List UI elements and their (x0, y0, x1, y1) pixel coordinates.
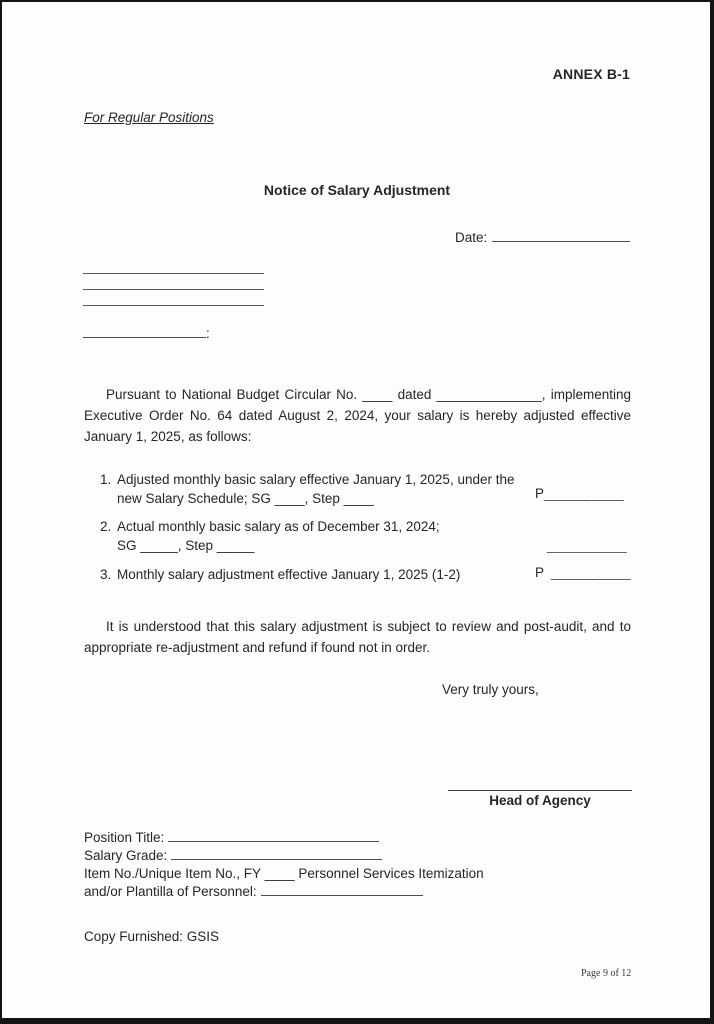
item-number: 1. (100, 472, 112, 487)
item-text (117, 470, 519, 508)
opening-paragraph: Pursuant to National Budget Circular No. ____ dated ______________, implementing Executive Order No. 64 dated August 2, 2024, your salary is hereby adjusted effective January 1, 2025, as follows: (84, 387, 631, 444)
item-line: Actual monthly basic salary as of December 31, 2024; (117, 519, 440, 534)
addressee-blank-line (83, 258, 264, 274)
item-number: 2. (100, 519, 112, 534)
amount-blank-line: __________ (547, 538, 628, 553)
field-position-title (84, 829, 484, 847)
salutation-blank-line (83, 322, 206, 338)
amount-field (547, 538, 627, 553)
form-note: For Regular Positions (84, 110, 214, 125)
scan-edge-right (710, 0, 714, 1024)
footer-fields (84, 829, 484, 901)
scan-edge-bottom (0, 1018, 714, 1024)
item-text (117, 517, 519, 555)
item-line: Adjusted monthly basic salary effective January 1, 2025, under the (117, 472, 515, 487)
amount-blank-line: __________ (544, 486, 625, 501)
annex-label: ANNEX B-1 (552, 66, 630, 82)
peso-sign: P (535, 565, 545, 580)
list-item (100, 565, 519, 584)
salary-grade-label: Salary Grade: (84, 848, 168, 863)
peso-sign: P (535, 486, 545, 501)
salary-grade-blank-line (171, 847, 382, 860)
salutation-colon: : (206, 326, 210, 341)
date-row (455, 229, 630, 245)
amount-blank-line: __________ (551, 565, 632, 580)
amount-field (535, 565, 631, 580)
copy-furnished-line: Copy Furnished: GSIS (84, 929, 220, 944)
addressee-blank-line (83, 290, 264, 306)
salutation-row (83, 322, 210, 341)
item-text (117, 565, 519, 584)
plantilla-label: and/or Plantilla of Personnel: (84, 884, 257, 899)
item-line: new Salary Schedule; SG ____, Step ____ (117, 491, 374, 506)
date-blank-line (492, 229, 630, 242)
item-line: Monthly salary adjustment effective January 1, 2025 (1-2) (117, 567, 461, 582)
item-line: SG _____, Step _____ (117, 538, 255, 553)
list-item (100, 470, 519, 508)
closing-line: Very truly yours, (442, 682, 539, 697)
field-plantilla (84, 883, 484, 901)
page-title: Notice of Salary Adjustment (263, 182, 451, 198)
signature-block (448, 770, 632, 808)
scan-edge-left (0, 0, 2, 1024)
position-title-label: Position Title: (84, 830, 165, 845)
position-title-blank-line (168, 829, 379, 842)
addressee-block (83, 258, 264, 306)
page-number: Page 9 of 12 (581, 968, 632, 979)
field-salary-grade (84, 847, 484, 865)
item-number: 3. (100, 567, 112, 582)
field-item-no: Item No./Unique Item No., FY ____ Personnel Services Itemization (84, 866, 484, 881)
scan-edge-top (0, 0, 714, 2)
date-label: Date: (455, 230, 488, 245)
amount-field (535, 486, 624, 501)
signature-title: Head of Agency (489, 793, 591, 808)
addressee-blank-line (83, 274, 264, 290)
plantilla-blank-line (261, 883, 423, 896)
signature-blank-line (448, 770, 632, 791)
list-item (100, 517, 519, 555)
post-audit-paragraph: It is understood that this salary adjustment is subject to review and post-audit, and to appropriate re-adjustment and refund if found not in order. (84, 619, 631, 655)
